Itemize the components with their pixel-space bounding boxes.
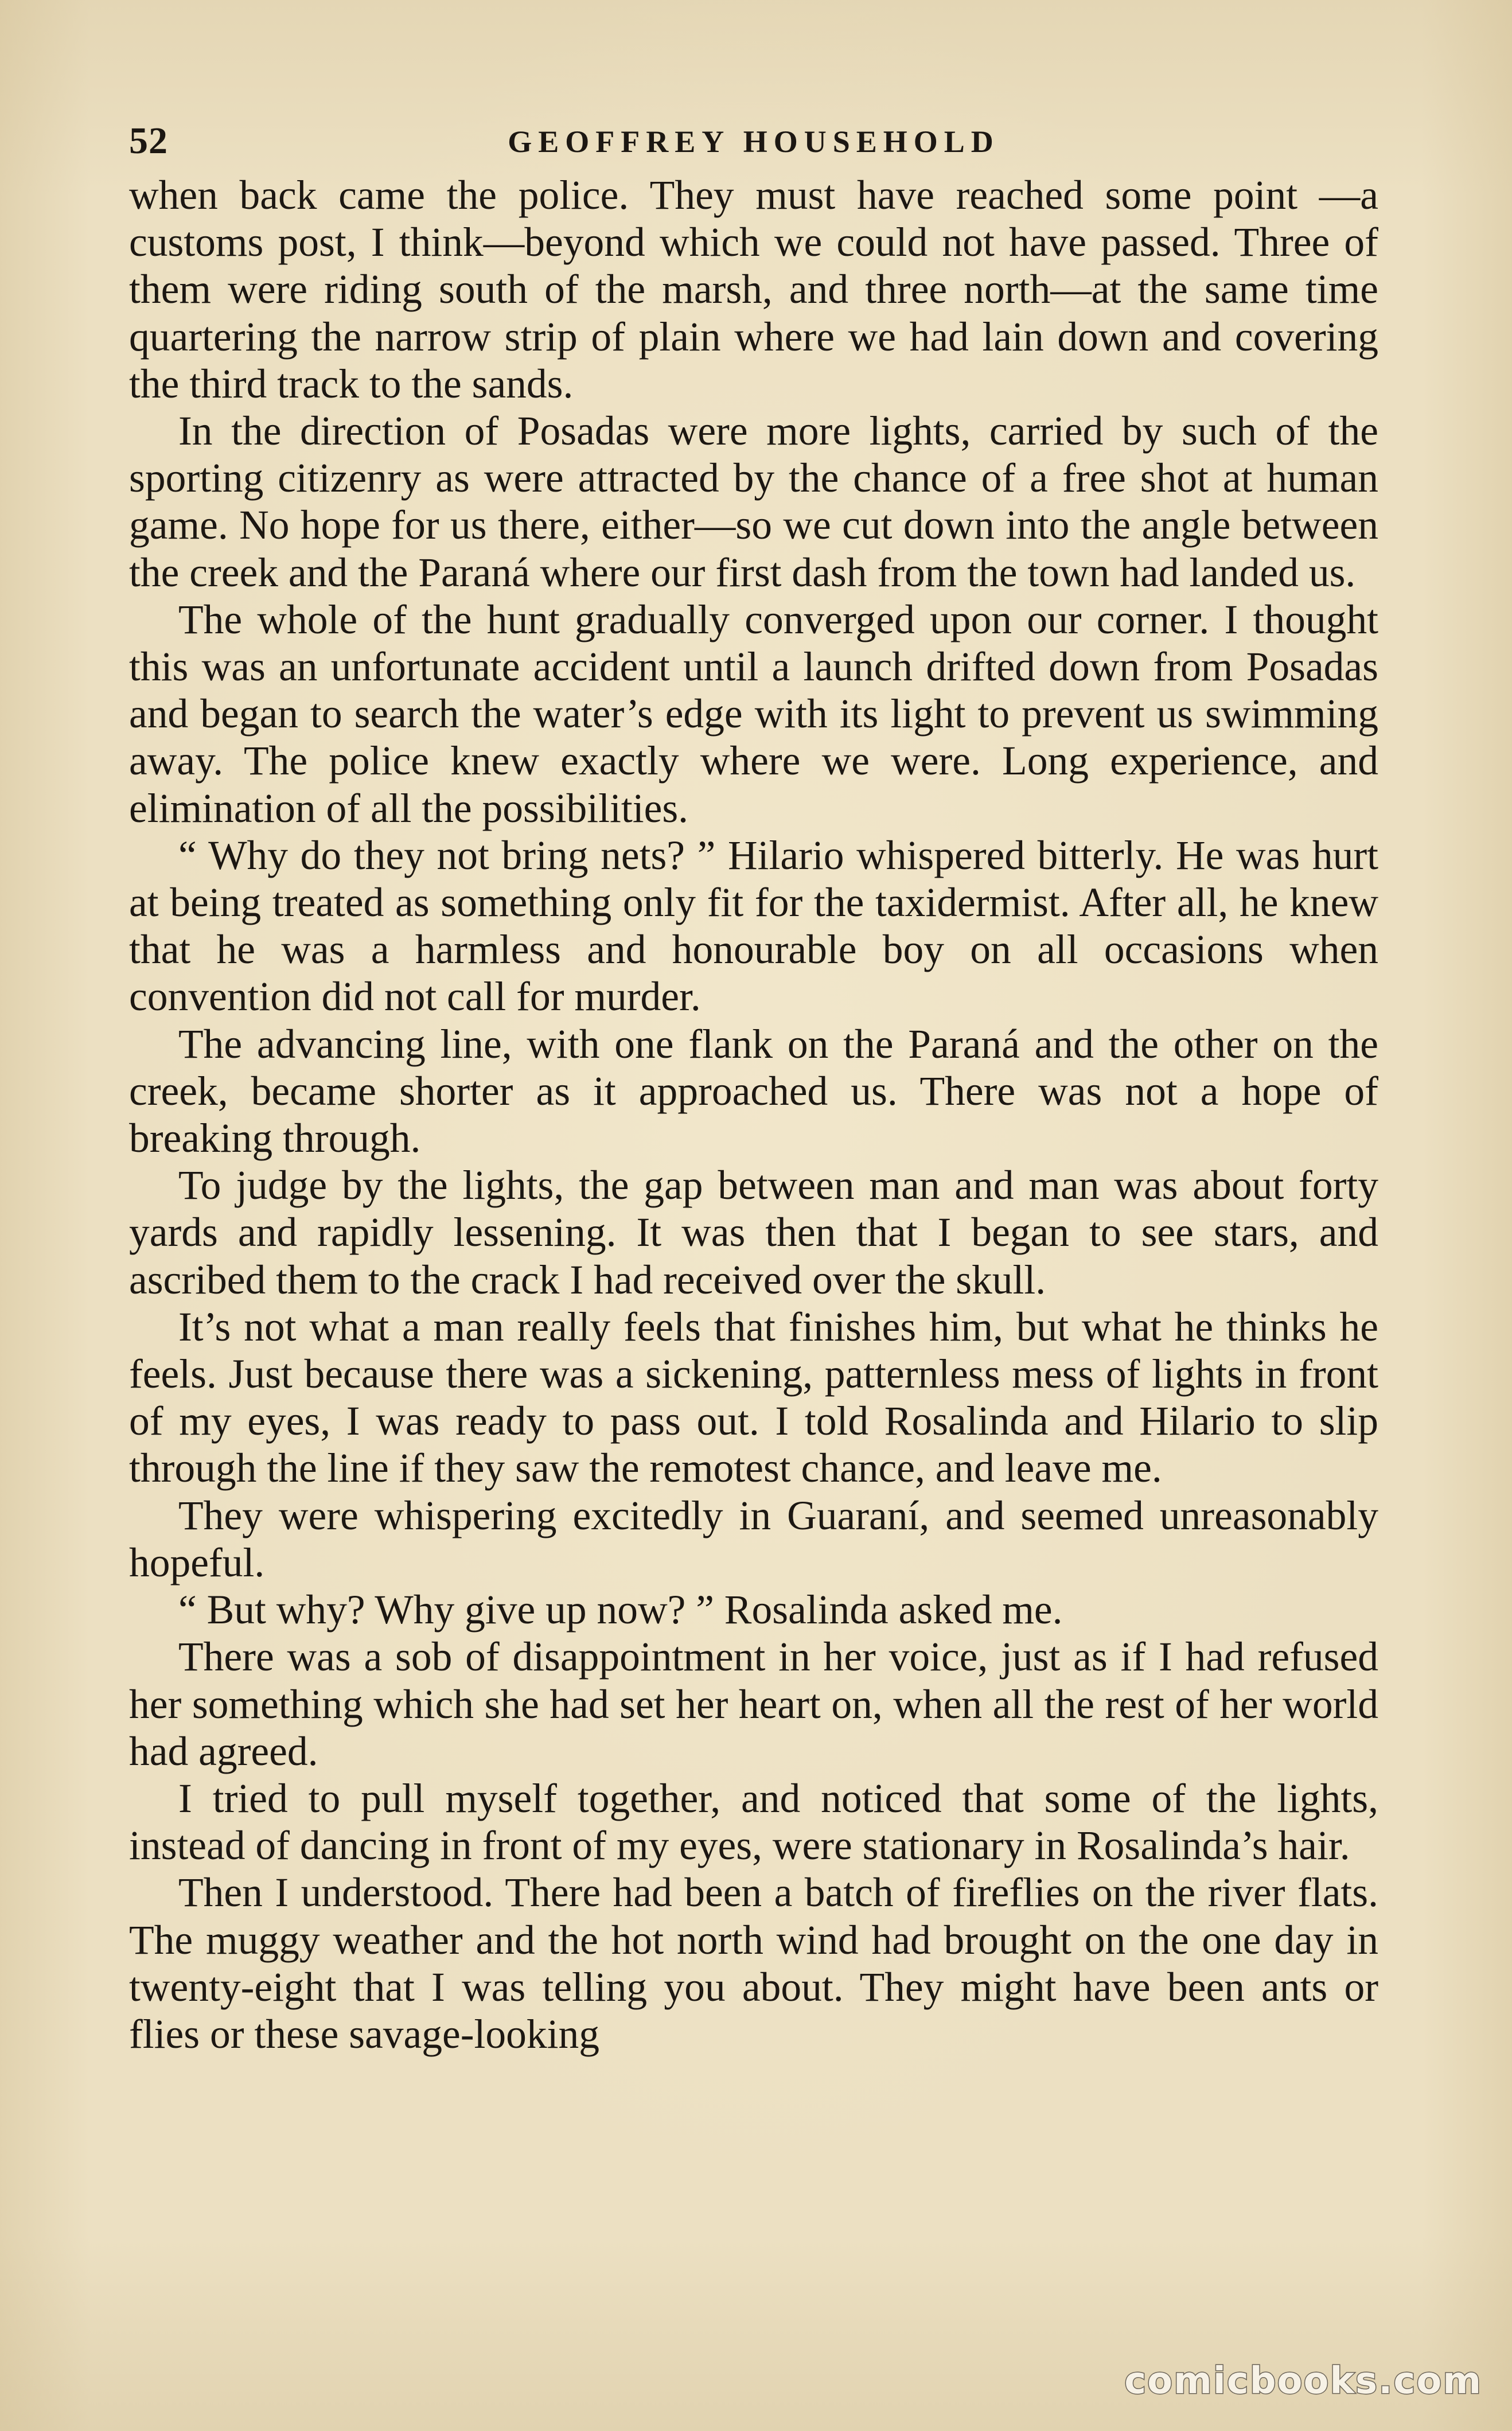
paragraph: To judge by the lights, the gap between man and man was about forty yards and rapidly lessening. It was then that I began to see stars, and ascribed them to the crack I had received over the skull.	[129, 1163, 1378, 1303]
paragraph: There was a sob of disappointment in her voice, just as if I had refused her something which she had set her heart on, when all the rest of her world had agreed.	[129, 1634, 1378, 1774]
paragraph: It’s not what a man really feels that finishes him, but what he thinks he feels. Just because there was a sickening, patternless mess of lights in front of my eyes, I was ready to pass out. I told Rosalinda and Hilario to slip through the line if they saw the remotest chance, and leave me.	[129, 1304, 1378, 1491]
page-header	[129, 119, 1378, 162]
paragraph: The advancing line, with one flank on the Paraná and the other on the creek, became shorter as it approached us. There was not a hope of breaking through.	[129, 1021, 1378, 1162]
paragraph: “ Why do they not bring nets? ” Hilario whispered bitterly. He was hurt at being treated as something only fit for the taxidermist. After all, he knew that he was a harmless and honourable boy on all occasions when convention did not call for murder.	[129, 832, 1378, 1020]
paragraph: “ But why? Why give up now? ” Rosalinda asked me.	[178, 1587, 1063, 1633]
watermark: comicbooks.com	[1124, 2360, 1482, 2402]
paragraph: The whole of the hunt gradually converged upon our corner. I thought this was an unfortunate accident until a launch drifted down from Posadas and began to search the water’s edge with its light to prevent us swimming away. The police knew exactly where we were. Long experience, and elimination of all the possibilities.	[129, 597, 1378, 831]
paragraph: when back came the police. They must have reached some point —a customs post, I think—beyond which we could not have passed. Three of them were riding south of the marsh, and three north—at the same time quartering the narrow strip of plain where we had lain down and covering the third track to the sands.	[129, 173, 1378, 407]
body-text	[129, 172, 1378, 2058]
running-head: GEOFFREY HOUSEHOLD	[508, 124, 1000, 159]
page-number: 52	[129, 120, 168, 162]
paragraph: They were whispering excitedly in Guaraní, and seemed unreasonably hopeful.	[129, 1493, 1378, 1585]
paragraph: I tried to pull myself together, and noticed that some of the lights, instead of dancing in front of my eyes, were stationary in Rosalinda’s hair.	[129, 1775, 1378, 1869]
paragraph: Then I understood. There had been a batch of fireflies on the river flats. The muggy weather and the hot north wind had brought on the one day in twenty-eight that I was telling you about. They might have been ants or flies or these savage-looking	[129, 1870, 1378, 2057]
paragraph: In the direction of Posadas were more lights, carried by such of the sporting citizenry as were attracted by the chance of a free shot at human game. No hope for us there, either—so we cut down into the angle between the creek and the Paraná where our first dash from the town had landed us.	[129, 408, 1378, 595]
